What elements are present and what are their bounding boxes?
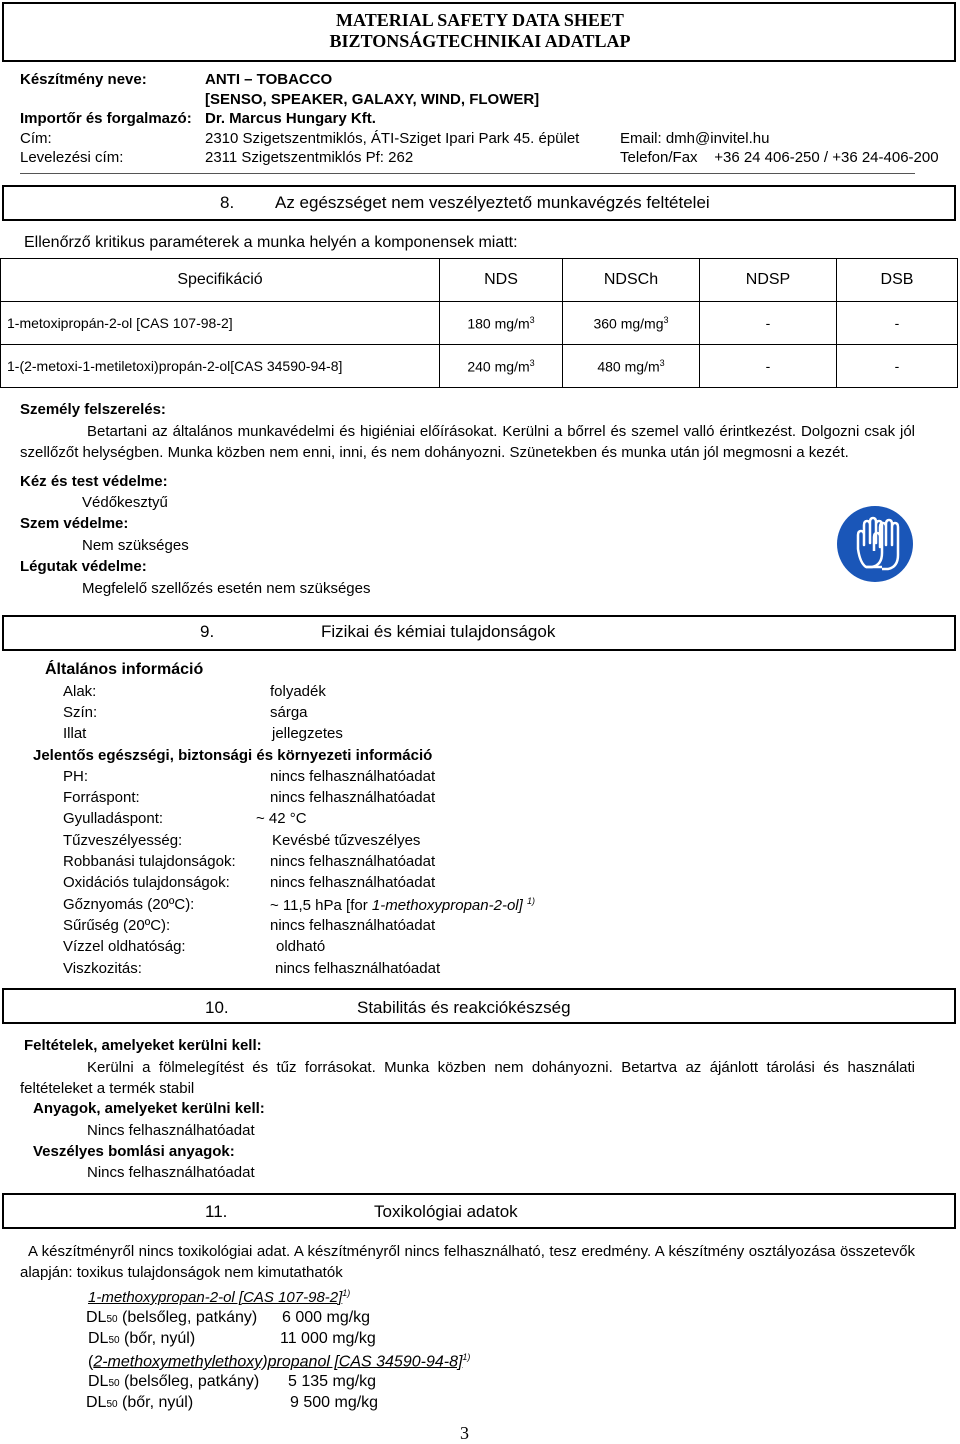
table-cell: 1-(2-metoxi-1-metiletoxi)propán-2-ol[CAS 34590-94-8] xyxy=(1,345,440,388)
prop-label: Oxidációs tulajdonságok: xyxy=(63,874,230,891)
section10-number: 10. xyxy=(205,998,229,1017)
prop-label: Sűrűség (20ºC): xyxy=(63,917,171,934)
ld50-value: 9 500 mg/kg xyxy=(290,1394,379,1411)
env-heading: Jelentős egészségi, biztonsági és környezeti információ xyxy=(33,747,433,764)
table-cell: 360 $mg/mg^3$ xyxy=(563,302,700,345)
email-text: Email: dmh@invitel.hu xyxy=(620,130,770,147)
section10-title: Stabilitás és reakciókészség xyxy=(357,998,571,1017)
general-label: Alak: xyxy=(63,683,97,700)
materials-value: Nincs felhasználhatóadat xyxy=(87,1122,255,1139)
ld50-value: 11 000 mg/kg xyxy=(280,1330,376,1347)
prop-label: Gőznyomás (20ºC): xyxy=(63,896,195,913)
table-cell: - xyxy=(837,345,958,388)
document-title xyxy=(300,10,660,52)
toxicology-intro: A készítményről nincs toxikológiai adat. A készítményről nincs felhasználható, tesz eredmény. A készítmény osztályozása összetevők alapján: toxikus tulajdonságok nem kimutathatók xyxy=(20,1243,915,1281)
prop-label: Tűzveszélyesség: xyxy=(63,832,183,849)
table-header: DSB xyxy=(837,259,958,302)
ld50-route: DL50 (bőr, nyúl) xyxy=(88,1330,196,1347)
prop-label: Gyulladáspont: xyxy=(63,810,164,827)
table-header: NDSP xyxy=(700,259,837,302)
table-row xyxy=(1,302,958,345)
ld50-route: DL50 (belsőleg, patkány) xyxy=(88,1373,260,1390)
section11-title: Toxikológiai adatok xyxy=(374,1202,518,1221)
prop-value: Kevésbé tűzveszélyes xyxy=(272,832,421,849)
table-cell: 480 $mg/m^3$ xyxy=(563,345,700,388)
ld50-route: DL50 (belsőleg, patkány) xyxy=(86,1309,258,1326)
params-heading: Ellenőrző kritikus paraméterek a munka helyén a komponensek miatt: xyxy=(24,234,518,251)
page-number: 3 xyxy=(460,1423,469,1443)
eye-value: Nem szükséges xyxy=(82,537,189,554)
prop-label: Vízzel oldhatóság: xyxy=(63,938,186,955)
general-heading: Általános információ xyxy=(45,661,204,678)
prop-value: ~ 42 °C xyxy=(256,810,307,827)
importer-label: Importőr és forgalmazó: xyxy=(20,110,192,127)
prop-label: PH: xyxy=(63,768,89,785)
component-2-name: (2-methoxymethylethoxy)propanol [CAS 34590-94-8]$^{1)}$ xyxy=(88,1352,471,1371)
general-label: Illat xyxy=(63,725,87,742)
prop-value: ~ 11,5 hPa [for 1-methoxypropan-2-ol] $^{1)}$ xyxy=(270,896,535,914)
table-header-row xyxy=(1,259,958,302)
importer-value: Dr. Marcus Hungary Kft. xyxy=(205,110,376,127)
ld50-route: DL50 (bőr, nyúl) xyxy=(86,1394,194,1411)
table-cell: - xyxy=(700,345,837,388)
resp-value: Megfelelő szellőzés esetén nem szükséges xyxy=(82,580,371,597)
section9-title: Fizikai és kémiai tulajdonságok xyxy=(321,622,556,641)
section8-number: 8. xyxy=(220,193,235,212)
general-label: Szín: xyxy=(63,704,98,721)
section11-number: 11. xyxy=(205,1202,228,1221)
hand-label: Kéz és test védelme: xyxy=(20,473,168,490)
address-value: 2310 Szigetszentmiklós, ÁTI-Sziget Ipari Park 45. épület xyxy=(205,130,580,147)
avoid-label: Feltételek, amelyeket kerülni kell: xyxy=(24,1037,262,1054)
section8-title: Az egészséget nem veszélyeztető munkavégzés feltételei xyxy=(275,193,710,212)
component-1-name: 1-methoxypropan-2-ol [CAS 107-98-2]$^{1)}$ xyxy=(88,1288,351,1306)
address-label: Cím: xyxy=(20,130,52,147)
postal-value: 2311 Szigetszentmiklós Pf: 262 xyxy=(205,149,414,166)
materials-label: Anyagok, amelyeket kerülni kell: xyxy=(33,1100,265,1117)
prop-value: nincs felhasználhatóadat xyxy=(270,789,436,806)
general-value: folyadék xyxy=(270,683,326,700)
resp-label: Légutak védelme: xyxy=(20,558,147,575)
decomp-value: Nincs felhasználhatóadat xyxy=(87,1164,255,1181)
product-name-line1: ANTI – TOBACCO xyxy=(205,71,333,88)
prop-value: nincs felhasználhatóadat xyxy=(270,874,436,891)
prop-value: nincs felhasználhatóadat xyxy=(275,960,441,977)
general-value: sárga xyxy=(270,704,308,721)
general-value: jellegzetes xyxy=(272,725,343,742)
prop-label: Robbanási tulajdonságok: xyxy=(63,853,236,870)
postal-label: Levelezési cím: xyxy=(20,149,124,166)
glove-icon xyxy=(836,505,914,583)
table-header: Specifikáció xyxy=(1,259,440,302)
section9-number: 9. xyxy=(200,622,215,641)
prop-value: nincs felhasználhatóadat xyxy=(270,853,436,870)
decomp-label: Veszélyes bomlási anyagok: xyxy=(33,1143,235,1160)
header-divider xyxy=(20,173,915,174)
ld50-value: 5 135 mg/kg xyxy=(288,1373,377,1390)
limits-table xyxy=(0,258,958,388)
table-row xyxy=(1,345,958,388)
prop-value: nincs felhasználhatóadat xyxy=(270,768,436,785)
table-cell: 1-metoxipropán-2-ol [CAS 107-98-2] xyxy=(1,302,440,345)
table-header: NDS xyxy=(440,259,563,302)
title-line-2: BIZTONSÁGTECHNIKAI ADATLAP xyxy=(329,31,631,51)
avoid-text: Kerülni a fölmelegítést és tűz forrásokat. Munka közben nem dohányozni. Betartva az ájánlott tárolási és használati feltételeket a termék stabil xyxy=(20,1059,915,1097)
title-line-1: MATERIAL SAFETY DATA SHEET xyxy=(336,10,624,30)
phone-text: Telefon/Fax +36 24 406-250 / +36 24-406-200 xyxy=(620,149,939,166)
product-name-label: Készítmény neve: xyxy=(20,71,147,88)
prop-value: nincs felhasználhatóadat xyxy=(270,917,436,934)
table-header: NDSCh xyxy=(563,259,700,302)
prop-label: Viszkozitás: xyxy=(63,960,142,977)
table-cell: - xyxy=(837,302,958,345)
table-cell: 180 $mg/m^3$ xyxy=(440,302,563,345)
eye-label: Szem védelme: xyxy=(20,515,129,532)
personal-label: Személy felszerelés: xyxy=(20,401,166,418)
product-name-line2: [SENSO, SPEAKER, GALAXY, WIND, FLOWER] xyxy=(205,91,540,108)
personal-text: Betartani az általános munkavédelmi és higiéniai előírásokat. Kerülni a bőrrel és szemel valló érintkezést. Dolgozni csak jól szellőzőt helységben. Munka közben nem enni, inni, és nem dohányozni. Szünetekben és munka után jól megmosni a kezét. xyxy=(20,423,915,461)
prop-label: Forráspont: xyxy=(63,789,140,806)
hand-value: Védőkesztyű xyxy=(82,494,168,511)
ld50-value: 6 000 mg/kg xyxy=(282,1309,371,1326)
prop-value: oldható xyxy=(276,938,326,955)
table-cell: 240 $mg/m^3$ xyxy=(440,345,563,388)
table-cell: - xyxy=(700,302,837,345)
